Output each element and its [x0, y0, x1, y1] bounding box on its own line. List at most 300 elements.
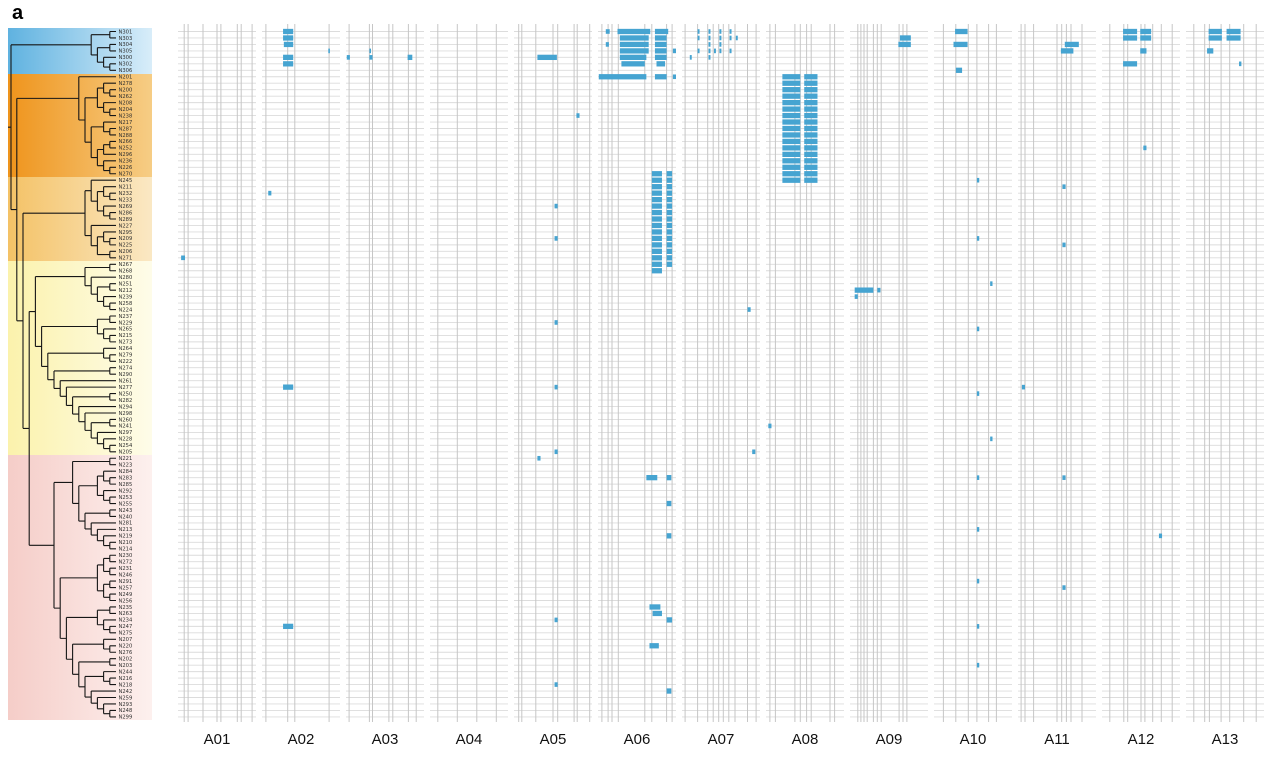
presence-mark: [977, 527, 979, 532]
presence-mark: [652, 203, 662, 208]
row-label: N294: [118, 404, 133, 411]
presence-mark: [709, 49, 711, 54]
presence-mark: [283, 61, 293, 66]
presence-mark: [283, 55, 293, 60]
row-label: N200: [118, 87, 133, 94]
row-label: N205: [118, 449, 133, 456]
panel-label-a07: A07: [707, 731, 735, 748]
row-label: N224: [118, 307, 133, 314]
presence-mark: [804, 100, 817, 105]
row-label: N288: [118, 132, 133, 139]
panel-label-a11: A11: [1044, 731, 1070, 748]
row-label: N301: [118, 29, 133, 36]
presence-mark: [1061, 48, 1073, 53]
presence-mark: [667, 242, 672, 247]
presence-mark: [736, 36, 738, 41]
row-label: N275: [118, 630, 133, 637]
figure-label: a: [12, 2, 24, 24]
presence-mark: [804, 113, 817, 118]
presence-mark: [667, 236, 672, 241]
presence-mark: [1159, 534, 1162, 539]
presence-mark: [1022, 385, 1025, 390]
row-label: N299: [118, 714, 133, 721]
row-label: N213: [118, 527, 133, 534]
row-label: N232: [118, 190, 133, 197]
row-label: N210: [118, 540, 133, 547]
presence-mark: [698, 29, 700, 34]
presence-mark: [804, 178, 817, 183]
presence-mark: [977, 236, 979, 241]
presence-mark: [782, 171, 800, 176]
presence-mark: [606, 42, 609, 47]
presence-mark: [977, 327, 979, 332]
presence-mark: [1123, 61, 1137, 66]
presence-mark: [1062, 475, 1065, 480]
row-label: N221: [118, 456, 133, 463]
row-label: N274: [118, 365, 133, 372]
presence-mark: [1123, 35, 1137, 40]
presence-mark: [977, 178, 979, 183]
presence-mark: [652, 197, 662, 202]
row-label: N215: [118, 333, 133, 340]
presence-mark: [649, 643, 658, 648]
presence-mark: [1227, 35, 1241, 40]
row-label: N263: [118, 611, 133, 618]
presence-mark: [782, 74, 800, 79]
row-label: N212: [118, 287, 133, 294]
presence-mark: [655, 55, 667, 60]
row-label: N298: [118, 410, 133, 417]
presence-mark: [599, 74, 647, 79]
presence-mark: [667, 223, 672, 228]
row-lines: [178, 32, 1264, 717]
presence-mark: [673, 49, 676, 54]
row-label: N302: [118, 61, 133, 68]
presence-mark: [877, 288, 880, 293]
row-label: N276: [118, 650, 133, 657]
presence-mark: [667, 249, 672, 254]
panel-label-a06: A06: [623, 731, 651, 748]
presence-mark: [369, 49, 371, 54]
row-label: N251: [118, 281, 133, 288]
presence-mark: [657, 61, 666, 66]
presence-mark: [782, 132, 800, 137]
row-label: N281: [118, 520, 133, 527]
presence-mark: [804, 171, 817, 176]
presence-mark: [804, 132, 817, 137]
row-label: N217: [118, 119, 133, 126]
row-label: N259: [118, 695, 133, 702]
presence-mark: [1143, 146, 1146, 151]
row-label: N235: [118, 604, 133, 611]
row-label: N253: [118, 494, 133, 501]
presence-mark: [1062, 585, 1065, 590]
row-label: N227: [118, 223, 133, 230]
row-label: N231: [118, 565, 133, 572]
presence-mark: [618, 29, 651, 34]
presence-mark: [667, 229, 672, 234]
presence-mark: [652, 229, 662, 234]
row-label: N284: [118, 468, 133, 475]
presence-mark: [1227, 29, 1241, 34]
presence-mark: [690, 55, 692, 60]
presence-mark: [782, 139, 800, 144]
presence-mark: [283, 35, 293, 40]
row-label: N211: [118, 184, 133, 191]
presence-mark: [555, 204, 558, 209]
presence-mark: [537, 55, 557, 60]
presence-mark: [655, 35, 667, 40]
presence-mark: [620, 42, 649, 47]
presence-mark: [652, 210, 662, 215]
row-label: N216: [118, 675, 133, 682]
row-label: N230: [118, 553, 133, 560]
row-label: N285: [118, 481, 133, 488]
row-label: N269: [118, 203, 133, 210]
presence-mark: [730, 36, 732, 41]
row-label: N258: [118, 300, 133, 307]
presence-mark: [956, 68, 962, 73]
presence-mark: [990, 437, 992, 442]
row-label: N222: [118, 359, 133, 366]
presence-mark: [1123, 29, 1137, 34]
row-label: N303: [118, 35, 133, 42]
presence-mark: [652, 184, 662, 189]
presence-mark: [730, 49, 732, 54]
presence-mark: [652, 242, 662, 247]
presence-mark: [804, 165, 817, 170]
row-label: N305: [118, 48, 133, 55]
presence-mark: [653, 611, 662, 616]
row-label: N248: [118, 708, 133, 715]
row-label: N291: [118, 578, 133, 585]
presence-mark: [1065, 42, 1079, 47]
row-label: N249: [118, 591, 133, 598]
presence-mark: [709, 55, 711, 60]
presence-mark: [283, 29, 293, 34]
presence-mark: [620, 55, 647, 60]
row-label: N247: [118, 624, 133, 631]
presence-mark: [804, 152, 817, 157]
presence-mark: [782, 81, 800, 86]
row-label: N220: [118, 643, 133, 650]
row-label: N250: [118, 391, 133, 398]
presence-mark: [555, 236, 558, 241]
presence-mark: [782, 165, 800, 170]
row-label: N225: [118, 242, 133, 249]
row-label: N226: [118, 165, 133, 172]
presence-mark: [667, 171, 672, 176]
presence-mark: [1209, 35, 1222, 40]
presence-mark: [652, 268, 662, 273]
presence-mark: [1207, 48, 1213, 53]
presence-mark: [655, 48, 667, 53]
row-label: N282: [118, 397, 133, 404]
presence-mark: [667, 191, 672, 196]
row-label: N237: [118, 313, 133, 320]
presence-mark: [667, 210, 672, 215]
presence-mark: [804, 126, 817, 131]
row-label: N214: [118, 546, 133, 553]
row-label: N244: [118, 669, 133, 676]
row-label: N260: [118, 417, 133, 424]
presence-mark: [667, 178, 672, 183]
row-label: N256: [118, 598, 133, 605]
presence-mark: [768, 424, 771, 429]
row-label: N286: [118, 210, 133, 217]
row-label: N304: [118, 42, 133, 49]
presence-mark: [652, 255, 662, 260]
presence-mark: [673, 74, 676, 79]
presence-mark: [1239, 62, 1241, 67]
presence-mark: [667, 197, 672, 202]
presence-mark: [719, 36, 721, 41]
presence-mark: [855, 294, 858, 299]
presence-mark: [730, 29, 732, 34]
row-label: N219: [118, 533, 133, 540]
presence-mark: [1062, 184, 1065, 189]
panel-label-a02: A02: [287, 731, 315, 748]
presence-mark: [667, 475, 672, 480]
presence-mark: [537, 456, 540, 461]
presence-mark: [709, 42, 711, 47]
presence-mark: [655, 42, 667, 47]
presence-mark: [714, 49, 716, 54]
presence-mark: [667, 184, 672, 189]
presence-mark: [620, 48, 649, 53]
presence-mark: [408, 55, 413, 60]
row-label: N296: [118, 152, 133, 159]
presence-mark: [667, 216, 672, 221]
presence-mark: [782, 126, 800, 131]
row-label: N204: [118, 106, 133, 113]
presence-mark: [652, 178, 662, 183]
presence-mark: [782, 119, 800, 124]
row-label: N201: [118, 74, 133, 81]
presence-mark: [328, 49, 330, 54]
panel-label-a04: A04: [455, 731, 483, 748]
presence-mark: [283, 384, 293, 389]
presence-mark: [804, 81, 817, 86]
row-label: N270: [118, 171, 133, 178]
presence-mark: [649, 604, 660, 609]
row-label: N241: [118, 423, 133, 430]
presence-mark: [804, 94, 817, 99]
row-label: N202: [118, 656, 133, 663]
presence-mark: [709, 29, 711, 34]
row-label: N208: [118, 100, 133, 107]
presence-mark: [347, 55, 350, 60]
presence-mark: [268, 191, 271, 196]
row-label: N233: [118, 197, 133, 204]
row-label: N262: [118, 93, 133, 100]
presence-mark: [655, 29, 668, 34]
presence-mark: [782, 100, 800, 105]
panel-label-a09: A09: [875, 731, 903, 748]
row-label: N243: [118, 507, 133, 514]
row-label: N246: [118, 572, 133, 579]
presence-mark: [804, 145, 817, 150]
row-label: N292: [118, 488, 133, 495]
row-label: N252: [118, 145, 133, 152]
row-label: N239: [118, 294, 133, 301]
presence-mark: [782, 152, 800, 157]
row-label: N261: [118, 378, 133, 385]
presence-mark: [555, 385, 558, 390]
row-label: N295: [118, 229, 133, 236]
panel-label-a03: A03: [371, 731, 399, 748]
row-label: N271: [118, 255, 133, 262]
row-label: N234: [118, 617, 133, 624]
panel-label-a05: A05: [539, 731, 567, 748]
panel-label-a12: A12: [1127, 731, 1155, 748]
presence-mark: [667, 501, 672, 506]
row-label: N223: [118, 462, 133, 469]
presence-mark: [652, 191, 662, 196]
presence-mark: [652, 262, 662, 267]
presence-mark: [782, 113, 800, 118]
row-label: N280: [118, 275, 133, 282]
row-label: N297: [118, 430, 133, 437]
presence-mark: [804, 87, 817, 92]
presence-mark: [782, 145, 800, 150]
presence-mark: [576, 113, 579, 118]
row-label: N218: [118, 682, 133, 689]
row-label: N267: [118, 262, 133, 269]
presence-mark: [652, 249, 662, 254]
presence-mark: [652, 171, 662, 176]
presence-mark: [1140, 48, 1146, 53]
presence-mark: [782, 106, 800, 111]
presence-mark: [555, 682, 558, 687]
row-label: N236: [118, 158, 133, 165]
row-label: N293: [118, 701, 133, 708]
presence-mark: [621, 61, 644, 66]
row-label: N207: [118, 637, 133, 644]
row-label: N287: [118, 126, 133, 133]
row-label: N266: [118, 139, 133, 146]
row-label: N209: [118, 236, 133, 243]
presence-mark: [855, 287, 874, 292]
presence-mark: [698, 36, 700, 41]
presence-mark: [1209, 29, 1222, 34]
row-label: N229: [118, 320, 133, 327]
row-label: N242: [118, 688, 133, 695]
presence-mark: [709, 36, 711, 41]
presence-mark: [977, 663, 979, 668]
presence-mark: [804, 119, 817, 124]
presence-mark: [977, 579, 979, 584]
row-label: N238: [118, 113, 133, 120]
row-label: N254: [118, 443, 133, 450]
presence-mark: [369, 55, 372, 60]
row-label: N300: [118, 55, 133, 62]
presence-mark: [954, 42, 968, 47]
presence-mark: [782, 178, 800, 183]
presence-mark: [652, 216, 662, 221]
presence-mark: [804, 74, 817, 79]
presence-mark: [655, 74, 667, 79]
presence-mark: [555, 320, 558, 325]
row-label: N273: [118, 339, 133, 346]
presence-mark: [606, 29, 610, 34]
presence-mark: [1062, 243, 1065, 248]
row-label: N283: [118, 475, 133, 482]
presence-mark: [667, 203, 672, 208]
row-label: N278: [118, 81, 133, 88]
presence-mark: [752, 449, 755, 454]
presence-mark: [748, 307, 751, 312]
row-label: N279: [118, 352, 133, 359]
presence-mark: [782, 94, 800, 99]
row-label: N277: [118, 384, 133, 391]
presence-mark: [990, 281, 992, 286]
presence-mark: [804, 106, 817, 111]
presence-mark: [719, 42, 721, 47]
panel-label-a01: A01: [203, 731, 231, 748]
presence-mark: [620, 35, 649, 40]
presence-mark: [667, 255, 672, 260]
row-label: N268: [118, 268, 133, 275]
presence-mark: [1140, 35, 1151, 40]
tree-lines: [8, 32, 116, 717]
presence-mark: [955, 29, 967, 34]
presence-mark: [804, 139, 817, 144]
row-label: N290: [118, 372, 133, 378]
row-label: N289: [118, 216, 133, 223]
row-label: N240: [118, 514, 133, 521]
row-label: N255: [118, 501, 133, 508]
presence-mark: [667, 617, 672, 622]
presence-mark: [719, 49, 721, 54]
row-label: N257: [118, 585, 133, 592]
presence-mark: [698, 49, 700, 54]
row-label: N245: [118, 178, 133, 185]
row-label: N306: [118, 68, 133, 75]
presence-mark: [977, 624, 979, 629]
panel-label-a10: A10: [959, 731, 987, 748]
presence-mark: [977, 391, 979, 396]
presence-mark: [652, 236, 662, 241]
presence-mark: [977, 475, 979, 480]
presence-mark: [555, 449, 558, 454]
presence-mark: [667, 688, 672, 693]
presence-mark: [646, 475, 657, 480]
presence-mark: [652, 223, 662, 228]
presence-mark: [782, 158, 800, 163]
presence-mark: [283, 624, 293, 629]
row-label: N203: [118, 662, 133, 669]
row-label: N228: [118, 436, 133, 443]
presence-mark: [667, 533, 672, 538]
presence-mark: [900, 35, 911, 40]
presence-mark: [181, 256, 185, 261]
presence-mark: [667, 262, 672, 267]
presence-mark: [1140, 29, 1151, 34]
row-label: N272: [118, 559, 133, 566]
presence-mark: [555, 618, 558, 623]
panel-label-a13: A13: [1211, 731, 1239, 748]
presence-mark: [804, 158, 817, 163]
row-label: N265: [118, 326, 133, 333]
presence-mark: [284, 42, 293, 47]
presence-mark: [719, 29, 721, 34]
presence-mark: [782, 87, 800, 92]
presence-mark: [898, 42, 910, 47]
panel-label-a08: A08: [791, 731, 819, 748]
row-label: N206: [118, 249, 133, 256]
row-label: N264: [118, 346, 133, 353]
